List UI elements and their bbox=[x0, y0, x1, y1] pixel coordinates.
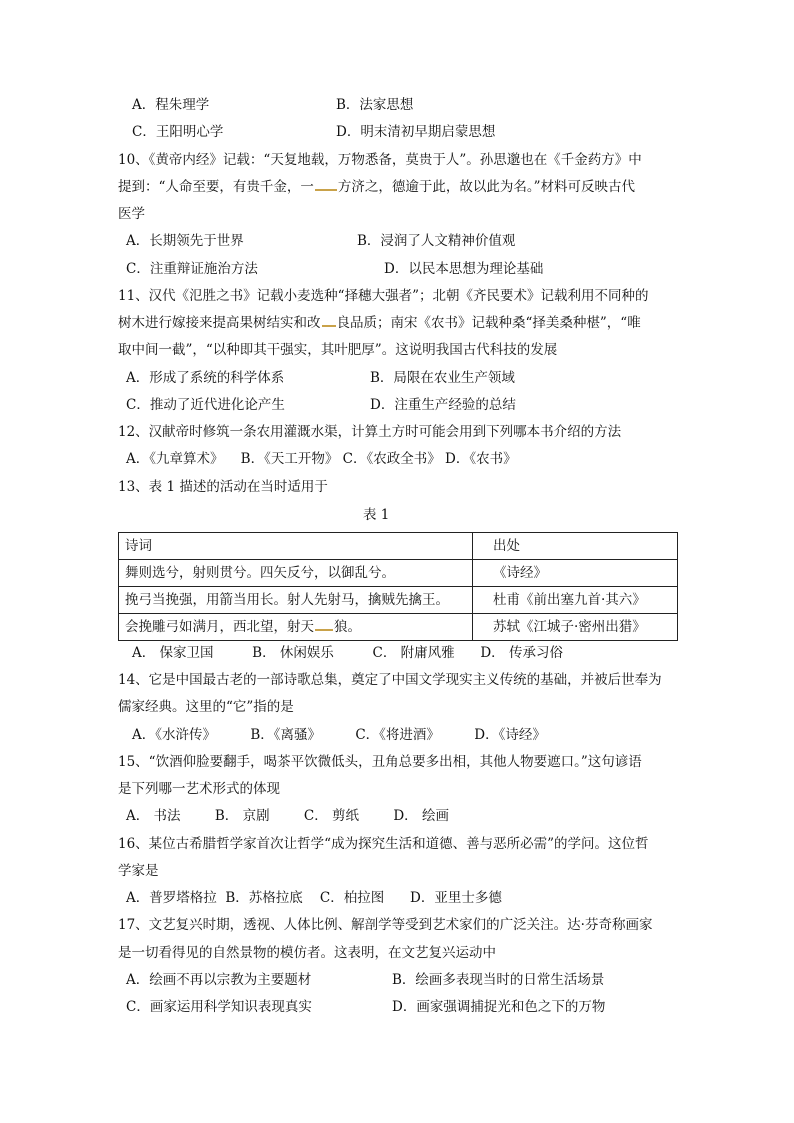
q10-stem-line2 bbox=[118, 178, 635, 196]
q11-stem-line1: 11、汉代《氾胜之书》记载小麦选种“择穗大强者”；北朝《齐民要术》记载利用不同种的 bbox=[118, 288, 649, 304]
q17-stem-line2: 是一切看得见的自然景物的模仿者。这表明，在文艺复兴运动中 bbox=[118, 945, 496, 961]
q16-stem-line1: 16、某位古希腊哲学家首次让哲学“成为探究生活和道德、善与恶所必需”的学问。这位哲 bbox=[118, 836, 649, 852]
poem-cell-part-a: 会挽雕弓如满月，西北望，射天 bbox=[125, 619, 314, 635]
q13-stem: 13、表 1 描述的活动在当时适用于 bbox=[118, 479, 328, 495]
table-row bbox=[119, 587, 678, 614]
q10-option-d: D．以民本思想为理论基础 bbox=[384, 261, 544, 277]
table-header-row bbox=[119, 533, 678, 560]
q17-stem-line1: 17、文艺复兴时期，透视、人体比例、解剖学等受到艺术家们的广泛关注。达·芬奇称画家 bbox=[118, 917, 653, 933]
q13-options: A． 保家卫国 B． 休闲娱乐 C． 附庸风雅 D． 传承习俗 bbox=[132, 645, 563, 661]
q11-stem-line3: 取中间一截”，“以种即其干强实，其叶肥厚”。这说明我国古代科技的发展 bbox=[118, 342, 558, 358]
poems-table bbox=[118, 532, 678, 641]
fill-blank bbox=[315, 620, 333, 631]
table-row bbox=[119, 560, 678, 587]
q11-option-b: B．局限在农业生产领域 bbox=[370, 370, 515, 386]
fill-blank bbox=[322, 316, 336, 327]
source-cell: 苏轼《江城子·密州出猎》 bbox=[473, 614, 678, 641]
q15-stem-line1: 15、“饮酒仰脸要翻手，喝茶平饮微低头，丑角总要多出相，其他人物要遮口。”这句谚语 bbox=[118, 754, 642, 770]
fill-blank bbox=[315, 180, 337, 191]
q17-option-d: D．画家强调捕捉光和色之下的万物 bbox=[392, 999, 606, 1015]
q9-option-b: B．法家思想 bbox=[336, 97, 414, 113]
source-cell: 杜甫《前出塞九首·其六》 bbox=[473, 587, 678, 614]
q16-options: A．普罗塔格拉 B．苏格拉底 C．柏拉图 D．亚里士多德 bbox=[126, 890, 502, 906]
q10-option-a: A．长期领先于世界 bbox=[126, 233, 244, 249]
source-cell: 《诗经》 bbox=[473, 560, 678, 587]
q11-option-d: D．注重生产经验的总结 bbox=[370, 397, 516, 413]
q11-stem-line2 bbox=[118, 314, 641, 332]
header-source: 出处 bbox=[473, 533, 678, 560]
q9-option-d: D．明末清初早期启蒙思想 bbox=[336, 124, 496, 140]
q10-stem-line2b: 方济之，德逾于此，故以此为名。”材料可反映古代 bbox=[337, 179, 636, 195]
q17-option-b: B．绘画多表现当时的日常生活场景 bbox=[392, 972, 605, 988]
q11-option-a: A．形成了系统的科学体系 bbox=[126, 370, 285, 386]
table-row bbox=[119, 614, 678, 641]
q10-option-c: C．注重辩证施治方法 bbox=[126, 261, 258, 277]
q14-stem-line1: 14、它是中国最古老的一部诗歌总集，奠定了中国文学现实主义传统的基础，并被后世奉为 bbox=[118, 672, 662, 688]
q10-stem-line3: 医学 bbox=[118, 206, 145, 222]
q9-option-a: A．程朱理学 bbox=[132, 97, 210, 113]
q10-stem-line2a: 提到：“人命至要，有贵千金，一 bbox=[118, 179, 314, 195]
q11-stem-line2b: 良品质；南宋《农书》记载种桑“择美桑种椹”，“唯 bbox=[336, 315, 641, 331]
poem-cell: 挽弓当挽强，用箭当用长。射人先射马，擒贼先擒王。 bbox=[119, 587, 473, 614]
q16-stem-line2: 学家是 bbox=[118, 863, 159, 879]
header-poem: 诗词 bbox=[119, 533, 473, 560]
q11-option-c: C．推动了近代进化论产生 bbox=[126, 397, 285, 413]
q10-option-b: B．浸润了人文精神价值观 bbox=[357, 233, 516, 249]
q12-options: A．《九章算术》 B．《天工开物》 C．《农政全书》 D．《农书》 bbox=[126, 451, 517, 467]
q15-stem-line2: 是下列哪一艺术形式的体现 bbox=[118, 781, 280, 797]
q17-option-c: C．画家运用科学知识表现真实 bbox=[126, 999, 312, 1015]
q14-options: A．《水浒传》 B．《离骚》 C．《将进酒》 D．《诗经》 bbox=[132, 727, 546, 743]
q14-stem-line2: 儒家经典。这里的“它”指的是 bbox=[118, 699, 294, 715]
q17-option-a: A．绘画不再以宗教为主要题材 bbox=[126, 972, 312, 988]
poem-cell: 舞则选兮，射则贯兮。四矢反兮，以御乱兮。 bbox=[119, 560, 473, 587]
table-caption: 表 1 bbox=[363, 507, 390, 523]
poem-cell-part-b: 狼。 bbox=[334, 619, 361, 635]
q9-option-c: C．王阳明心学 bbox=[132, 124, 224, 140]
poem-cell bbox=[119, 614, 473, 641]
q11-stem-line2a: 树木进行嫁接来提高果树结实和改 bbox=[118, 315, 321, 331]
q12-stem: 12、汉献帝时修筑一条农用灌溉水渠，计算土方时可能会用到下列哪本书介绍的方法 bbox=[118, 424, 622, 440]
q10-stem-line1: 10、《黄帝内经》记载：“天复地载，万物悉备，莫贵于人”。孙思邈也在《千金药方》中 bbox=[118, 152, 642, 168]
q15-options: A． 书法 B． 京剧 C． 剪纸 D． 绘画 bbox=[126, 808, 449, 824]
